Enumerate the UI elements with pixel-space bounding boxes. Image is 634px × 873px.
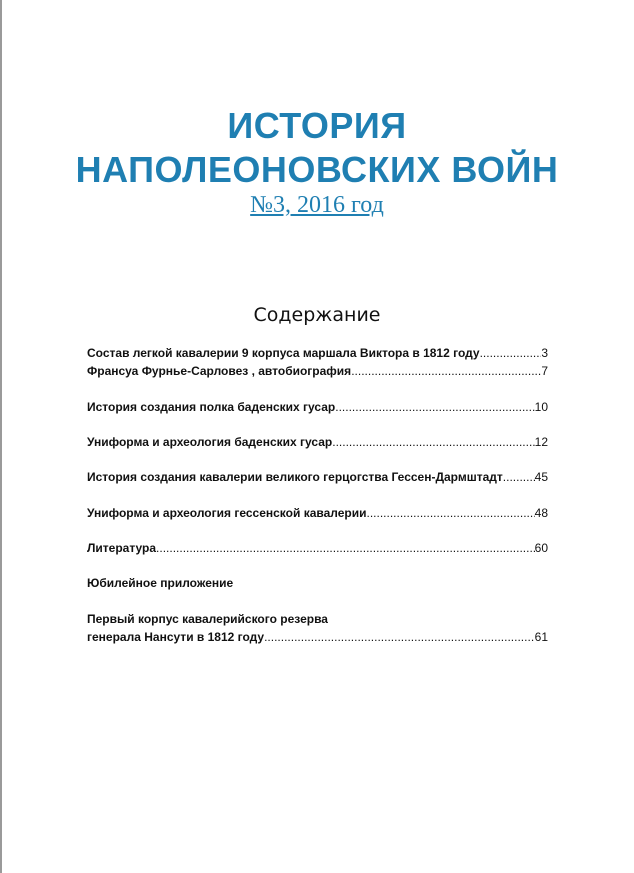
toc-leader-dots bbox=[156, 540, 535, 556]
toc-entry-title: Состав легкой кавалерии 9 корпуса маршала Виктора в 1812 году bbox=[87, 346, 480, 360]
toc-entry bbox=[87, 434, 548, 450]
toc-entry-page: 45 bbox=[534, 470, 548, 484]
journal-title-line-2: НАПОЛЕОНОВСКИХ ВОЙН bbox=[75, 149, 559, 190]
toc-heading: Содержание bbox=[253, 304, 381, 326]
toc-entry-title: Униформа и археология гессенской кавалерии bbox=[87, 506, 367, 520]
toc-entry-title: генерала Нансути в 1812 году bbox=[87, 630, 265, 644]
toc-entry-page: 48 bbox=[534, 506, 548, 520]
toc-entry bbox=[87, 363, 548, 379]
toc-entry-page: 60 bbox=[534, 541, 548, 555]
toc-leader-dots bbox=[351, 363, 541, 379]
toc-entry bbox=[87, 399, 548, 415]
toc-entry bbox=[87, 540, 548, 556]
toc-entry-page: 3 bbox=[541, 346, 548, 360]
toc-entry-page: 7 bbox=[541, 364, 548, 378]
toc-entry-title: Первый корпус кавалерийского резерва bbox=[87, 612, 328, 626]
toc-entry bbox=[87, 345, 548, 361]
toc-entry-title: Литература bbox=[87, 541, 157, 555]
toc-entry bbox=[87, 505, 548, 521]
toc-leader-dots bbox=[264, 629, 535, 645]
toc-leader-dots bbox=[367, 505, 535, 521]
journal-title-line-1: ИСТОРИЯ bbox=[227, 105, 407, 146]
toc-section-heading: Юбилейное приложение bbox=[87, 576, 234, 590]
issue-number: №3, 2016 год bbox=[250, 192, 384, 218]
toc-leader-dots bbox=[503, 469, 535, 485]
toc-entry-title: История создания кавалерии великого герцогства Гессен-Дармштадт bbox=[87, 470, 503, 484]
toc-leader-dots bbox=[335, 399, 534, 415]
toc-entry bbox=[87, 469, 548, 485]
toc-entry-title: Франсуа Фурнье-Сарловез , автобиография bbox=[87, 364, 352, 378]
toc-entry-page: 61 bbox=[534, 630, 548, 644]
toc-entry-page: 10 bbox=[534, 400, 548, 414]
toc-leader-dots bbox=[332, 434, 534, 450]
toc-entry-title: История создания полка баденских гусар bbox=[87, 400, 336, 414]
toc-entry-page: 12 bbox=[534, 435, 548, 449]
toc-entry bbox=[87, 629, 548, 645]
toc-entry-title: Униформа и археология баденских гусар bbox=[87, 435, 333, 449]
toc-leader-dots bbox=[480, 345, 542, 361]
